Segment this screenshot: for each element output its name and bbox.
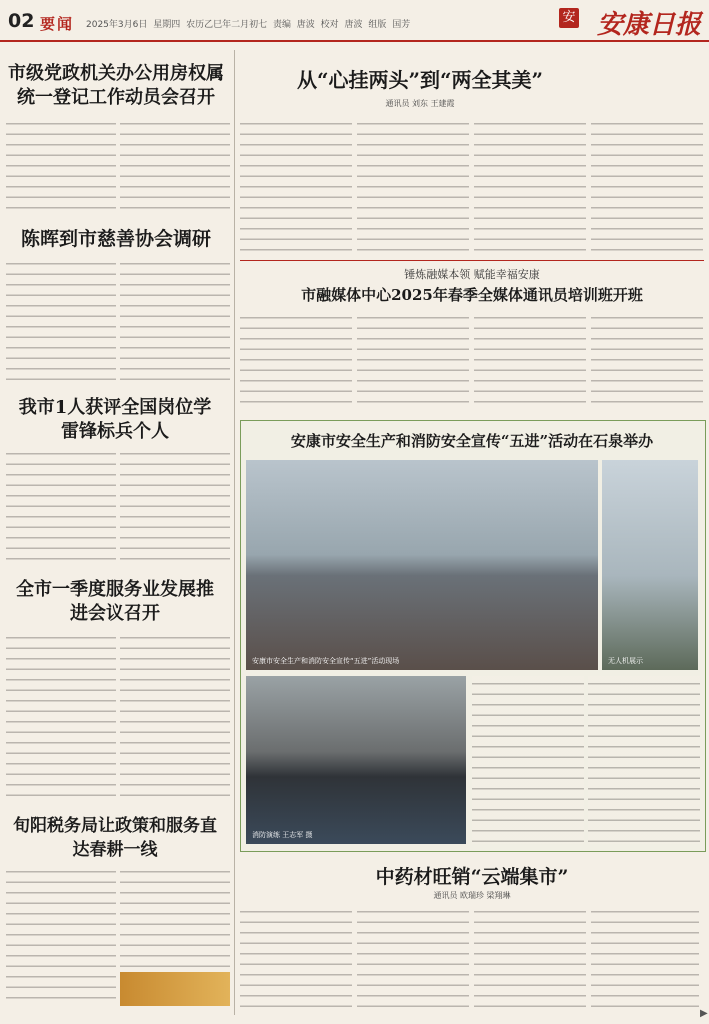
article-body xyxy=(120,256,230,386)
kicker: 锤炼融媒本领 赋能幸福安康 xyxy=(404,268,540,281)
article-body xyxy=(240,310,352,410)
article-body xyxy=(591,310,703,410)
article-body xyxy=(6,446,116,566)
article-body xyxy=(240,904,352,1008)
article-body xyxy=(591,904,699,1008)
photo-drone: 无人机展示 xyxy=(602,460,698,670)
article-body xyxy=(588,676,700,844)
headline-herbal-online: 中药材旺销“云端集市” xyxy=(375,866,569,888)
article-body xyxy=(6,116,116,212)
byline: 通讯员 刘东 王建霞 xyxy=(385,99,455,108)
article-body xyxy=(120,446,230,566)
dateline: 2025年3月6日 星期四 农历乙巳年二月初七 责编 唐波 校对 唐波 组版 国芳 xyxy=(86,20,411,30)
article-body xyxy=(474,310,586,410)
headline-tax-bureau: 旬阳税务局让政策和服务直达春耕一线 xyxy=(13,816,217,860)
headline-office-housing: 市级党政机关办公用房权属统一登记工作动员会召开 xyxy=(8,63,224,108)
section-title: 要闻 xyxy=(40,15,75,33)
article-body xyxy=(357,310,469,410)
byline: 通讯员 欧瑞珍 梁翔琳 xyxy=(433,891,511,900)
photo-crowd-event: 安康市安全生产和消防安全宣传“五进”活动现场 xyxy=(246,460,598,670)
newspaper-logo-icon: 安 xyxy=(559,8,579,28)
article-body xyxy=(120,630,230,802)
column-divider xyxy=(234,50,235,1015)
photo-fire-drill: 消防演练 王志军 摄 xyxy=(246,676,466,844)
article-body xyxy=(120,116,230,212)
article-body xyxy=(474,116,586,252)
article-body xyxy=(240,116,352,252)
section-rule xyxy=(240,260,704,261)
headline-lei-feng-award: 我市1人获评全国岗位学雷锋标兵个人 xyxy=(18,397,212,442)
article-body xyxy=(591,116,703,252)
headline-service-industry: 全市一季度服务业发展推进会议召开 xyxy=(16,579,214,624)
article-body xyxy=(357,904,469,1008)
headline-charity-visit: 陈晖到市慈善协会调研 xyxy=(20,228,211,250)
ad-banner-image xyxy=(120,972,230,1006)
article-body xyxy=(120,864,230,968)
continue-arrow-icon: ▶ xyxy=(700,1008,708,1019)
headline-media-training: 市融媒体中心2025年春季全媒体通讯员培训班开班 xyxy=(301,286,643,304)
page-number: 02 xyxy=(8,10,35,32)
article-body xyxy=(6,256,116,386)
article-body xyxy=(472,676,584,844)
article-body xyxy=(6,864,116,1004)
article-body xyxy=(474,904,586,1008)
article-body xyxy=(357,116,469,252)
headline-safety-campaign: 安康市安全生产和消防安全宣传“五进”活动在石泉举办 xyxy=(290,432,654,450)
article-body xyxy=(6,630,116,802)
newspaper-logo: 安康日报 xyxy=(596,10,701,40)
headline-two-wholes: 从“心挂两头”到“两全其美” xyxy=(296,68,543,92)
